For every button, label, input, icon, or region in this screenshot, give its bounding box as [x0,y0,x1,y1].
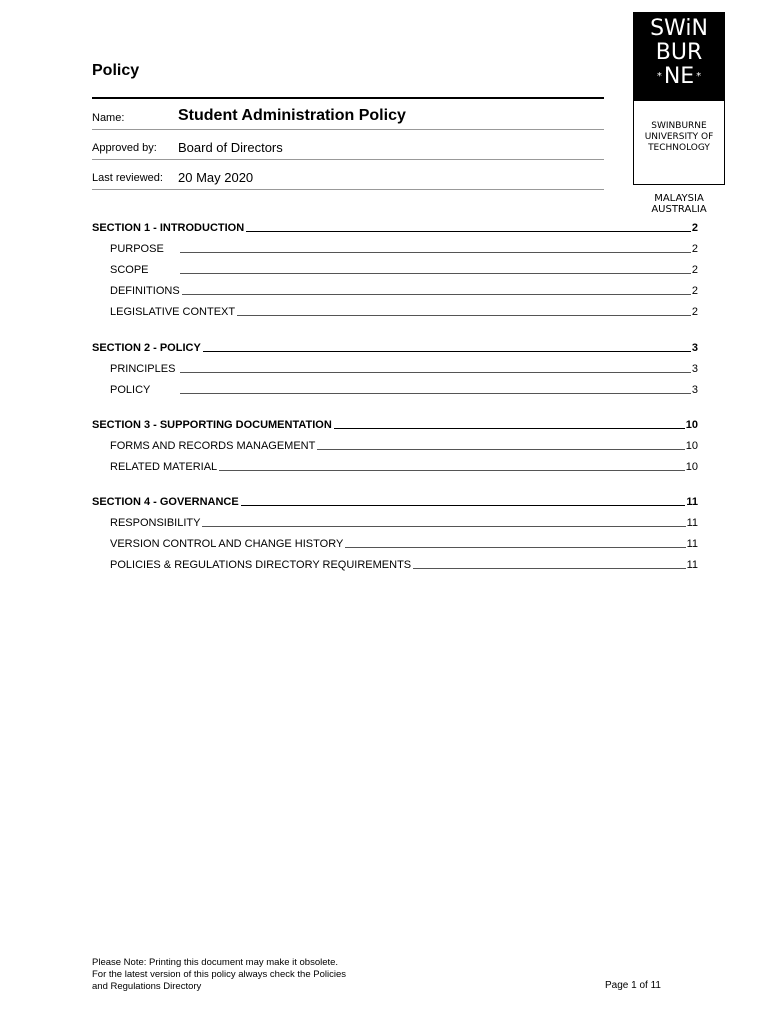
toc-page: 3 [691,363,698,375]
toc-leader [317,449,684,450]
toc-item-legislative-context[interactable] [110,304,698,318]
policy-heading: Policy [92,62,140,79]
toc-section-1[interactable] [92,220,698,234]
toc-title: SECTION 1 - INTRODUCTION [92,222,245,234]
toc-title: VERSION CONTROL AND CHANGE HISTORY [110,538,344,550]
page-number: Page 1 of 11 [605,980,661,991]
toc-page: 10 [685,461,698,473]
toc-item-scope[interactable] [110,262,698,276]
toc-page: 11 [686,496,698,508]
toc-item-policy[interactable] [110,382,698,396]
footer-note-line-3: and Regulations Directory [92,981,202,992]
toc-title: POLICIES & REGULATIONS DIRECTORY REQUIREMENTS [110,559,412,571]
meta-row-name [92,99,604,130]
footer-note [92,957,346,993]
toc-title: POLICY [110,384,151,396]
toc-page: 3 [691,342,698,354]
logo-line-2: BUR [655,40,703,65]
toc-title: RELATED MATERIAL [110,461,218,473]
toc-leader [203,351,691,352]
toc-leader [202,526,685,527]
meta-row-approved [92,129,604,160]
toc-section-2[interactable] [92,340,698,354]
toc-item-version-control[interactable] [110,536,698,550]
toc-title: RESPONSIBILITY [110,517,201,529]
logo-sub-3: TECHNOLOGY [648,143,710,153]
toc-item-responsibility[interactable] [110,515,698,529]
toc-leader [180,273,691,274]
toc-page: 2 [691,243,698,255]
meta-label: Approved by: [92,142,157,154]
toc-title: SECTION 4 - GOVERNANCE [92,496,239,508]
toc-page: 11 [686,559,698,571]
last-reviewed-value: 20 May 2020 [178,170,254,185]
footer-note-line-2: For the latest version of this policy always check the Policies [92,969,346,980]
footer-note-line-1: Please Note: Printing this document may make it obsolete. [92,957,339,968]
toc-leader [180,372,691,373]
approved-by-value: Board of Directors [178,140,283,155]
toc-title: FORMS AND RECORDS MANAGEMENT [110,440,316,452]
logo-sub-1: SWINBURNE [651,121,707,131]
toc-page: 2 [691,264,698,276]
logo-subtitle [634,121,724,154]
meta-label: Last reviewed: [92,172,163,184]
toc-title: PRINCIPLES [110,363,176,375]
toc-item-principles[interactable] [110,361,698,375]
toc-item-related-material[interactable] [110,459,698,473]
toc-page: 2 [691,222,698,234]
toc-section-4[interactable] [92,494,698,508]
toc-item-definitions[interactable] [110,283,698,297]
toc-section-3[interactable] [92,417,698,431]
meta-label: Name: [92,112,125,124]
logo-region [633,193,725,215]
toc-leader [241,505,686,506]
toc-leader [180,252,691,253]
toc-page: 11 [686,538,698,550]
toc-leader [219,470,685,471]
toc-title: SECTION 3 - SUPPORTING DOCUMENTATION [92,419,332,431]
toc-page: 10 [685,419,698,431]
toc-leader [345,547,685,548]
logo-sub-2: UNIVERSITY OF [644,132,714,142]
logo-line-3-text: NE [663,64,695,89]
star-icon: * [656,71,662,82]
toc-page: 2 [691,306,698,318]
toc-title: SECTION 2 - POLICY [92,342,201,354]
toc-item-directory-requirements[interactable] [110,557,698,571]
toc-page: 10 [685,440,698,452]
toc-leader [246,231,691,232]
toc-item-forms-records[interactable] [110,438,698,452]
toc-leader [180,393,691,394]
logo-line-3 [634,65,724,89]
toc-title: DEFINITIONS [110,285,180,297]
swinburne-logo [633,12,725,185]
logo-region-1: MALAYSIA [654,193,704,204]
toc-leader [334,428,685,429]
toc-leader [413,568,685,569]
toc-page: 2 [691,285,698,297]
toc-leader [182,294,691,295]
logo-line-1: SWiN [650,16,708,41]
policy-name: Student Administration Policy [178,107,406,124]
logo-wordmark [634,13,724,101]
toc-leader [237,315,691,316]
meta-row-reviewed [92,159,604,190]
toc-page: 3 [691,384,698,396]
toc-item-purpose[interactable] [110,241,698,255]
toc-title: LEGISLATIVE CONTEXT [110,306,236,318]
toc-page: 11 [686,517,698,529]
star-icon: * [696,71,702,82]
toc-title: SCOPE [110,264,149,276]
logo-region-2: AUSTRALIA [651,204,707,215]
toc-title: PURPOSE [110,243,164,255]
